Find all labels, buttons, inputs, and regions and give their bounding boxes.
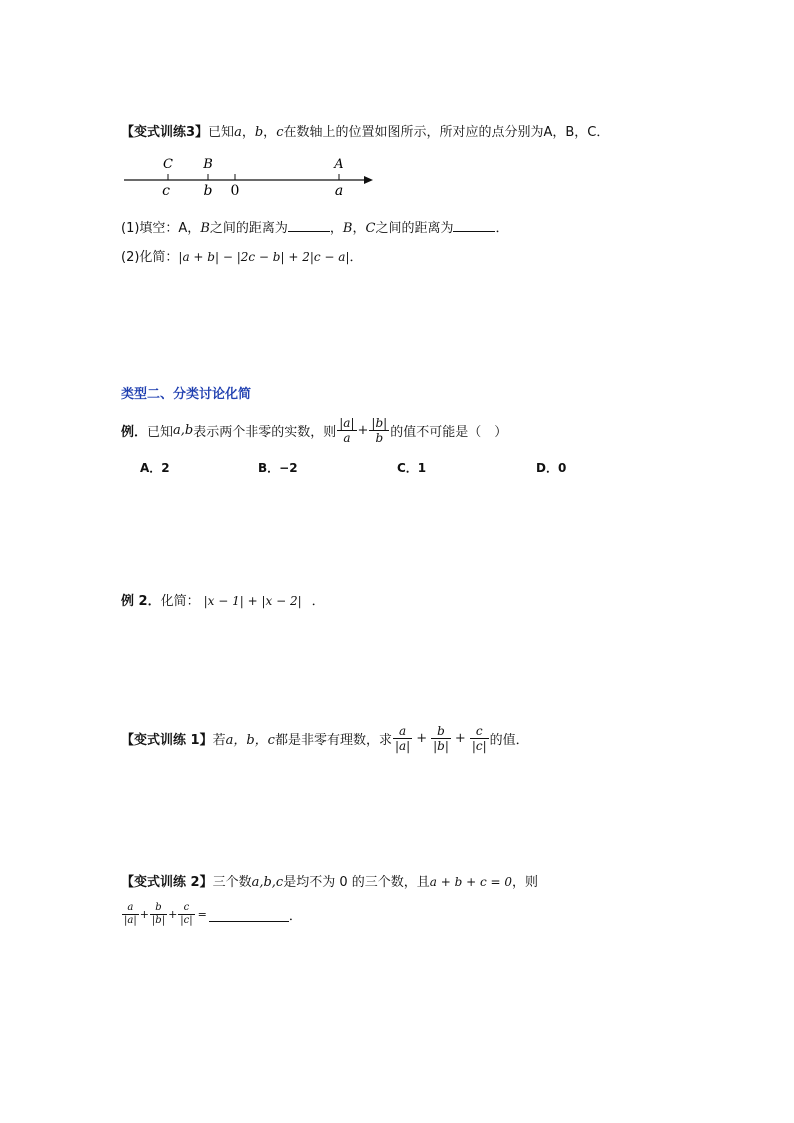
- variant-1-statement: 【变式训练 1】 若 a，b，c 都是非零有理数，求 $\frac{a}{|a|}$ + $\frac{b}{|b|}$ + $\frac{c}{|c|}$ 的值．: [121, 723, 529, 753]
- example-1-label: 例．: [121, 424, 148, 440]
- fraction-a-over-abs-a: $\frac{a}{|a|}$: [124, 901, 137, 926]
- variant-2-statement: 【变式训练 2】三个数a,b,c是均不为 0 的三个数，且a + b + c = 0，则: [121, 875, 539, 890]
- fraction-abs-a-over-a: $\frac{|a|}{a}$: [339, 415, 355, 445]
- label-upper-B: B: [203, 157, 213, 172]
- variant-3-question-2: (2)化简：|a + b| − |2c − b| + 2|c − a|．: [121, 250, 363, 265]
- label-lower-c: c: [162, 183, 170, 199]
- example-1-statement: 例． 已知 a,b 表示两个非零的实数，则 $\frac{|a|}{a}$ + $\frac{|b|}{b}$ 的值不可能是（ ）: [121, 415, 508, 445]
- label-upper-A: A: [334, 157, 344, 172]
- label-lower-zero: 0: [230, 183, 240, 199]
- answer-blank[interactable]: [209, 907, 289, 922]
- fraction-a-over-abs-a: $\frac{a}{|a|}$: [394, 723, 411, 753]
- variant-3-title: 【变式训练3】: [121, 125, 209, 140]
- section-heading-type-2: 类型二、分类讨论化简: [121, 387, 252, 402]
- option-d[interactable]: D．0: [536, 461, 567, 475]
- variant-2-expression: $\frac{a}{|a|}$ + $\frac{b}{|b|}$ + $\frac{c}{|c|}$ = ．: [124, 901, 302, 926]
- simplify-expression: |a + b| − |2c − b| + 2|c − a|: [178, 250, 350, 264]
- fraction-b-over-abs-b: $\frac{b}{|b|}$: [151, 901, 166, 926]
- option-b[interactable]: B．−2: [258, 461, 298, 475]
- example-2-statement: 例 2．化简： |x − 1| + |x − 2| ．: [121, 594, 325, 609]
- sum-equation: a + b + c = 0: [429, 875, 513, 889]
- example-2-label: 例 2．: [121, 594, 161, 609]
- answer-blank[interactable]: [288, 219, 330, 232]
- label-upper-C: C: [163, 157, 173, 172]
- option-c[interactable]: C．1: [397, 461, 427, 475]
- number-line-arrow: [364, 176, 373, 184]
- example-2-expression: |x − 1| + |x − 2|: [203, 594, 302, 608]
- option-a[interactable]: A．2: [140, 461, 170, 475]
- number-line-figure: [118, 150, 383, 200]
- variant-2-title: 【变式训练 2】: [121, 875, 213, 890]
- fraction-b-over-abs-b: $\frac{b}{|b|}$: [433, 723, 449, 753]
- fraction-c-over-abs-c: $\frac{c}{|c|}$: [180, 901, 193, 926]
- fraction-abs-b-over-b: $\frac{|b|}{b}$: [371, 415, 388, 445]
- fraction-c-over-abs-c: $\frac{c}{|c|}$: [471, 723, 487, 753]
- label-lower-b: b: [203, 183, 213, 199]
- variant-1-title: 【变式训练 1】: [121, 732, 213, 748]
- label-lower-a: a: [334, 183, 344, 199]
- answer-blank[interactable]: [453, 219, 495, 232]
- variant-3-question-1: (1)填空：A，B之间的距离为 ，B，C之间的距离为 ．: [121, 221, 509, 236]
- variant-3-statement: 【变式训练3】已知a，b，c在数轴上的位置如图所示，所对应的点分别为A，B，C．: [121, 125, 610, 140]
